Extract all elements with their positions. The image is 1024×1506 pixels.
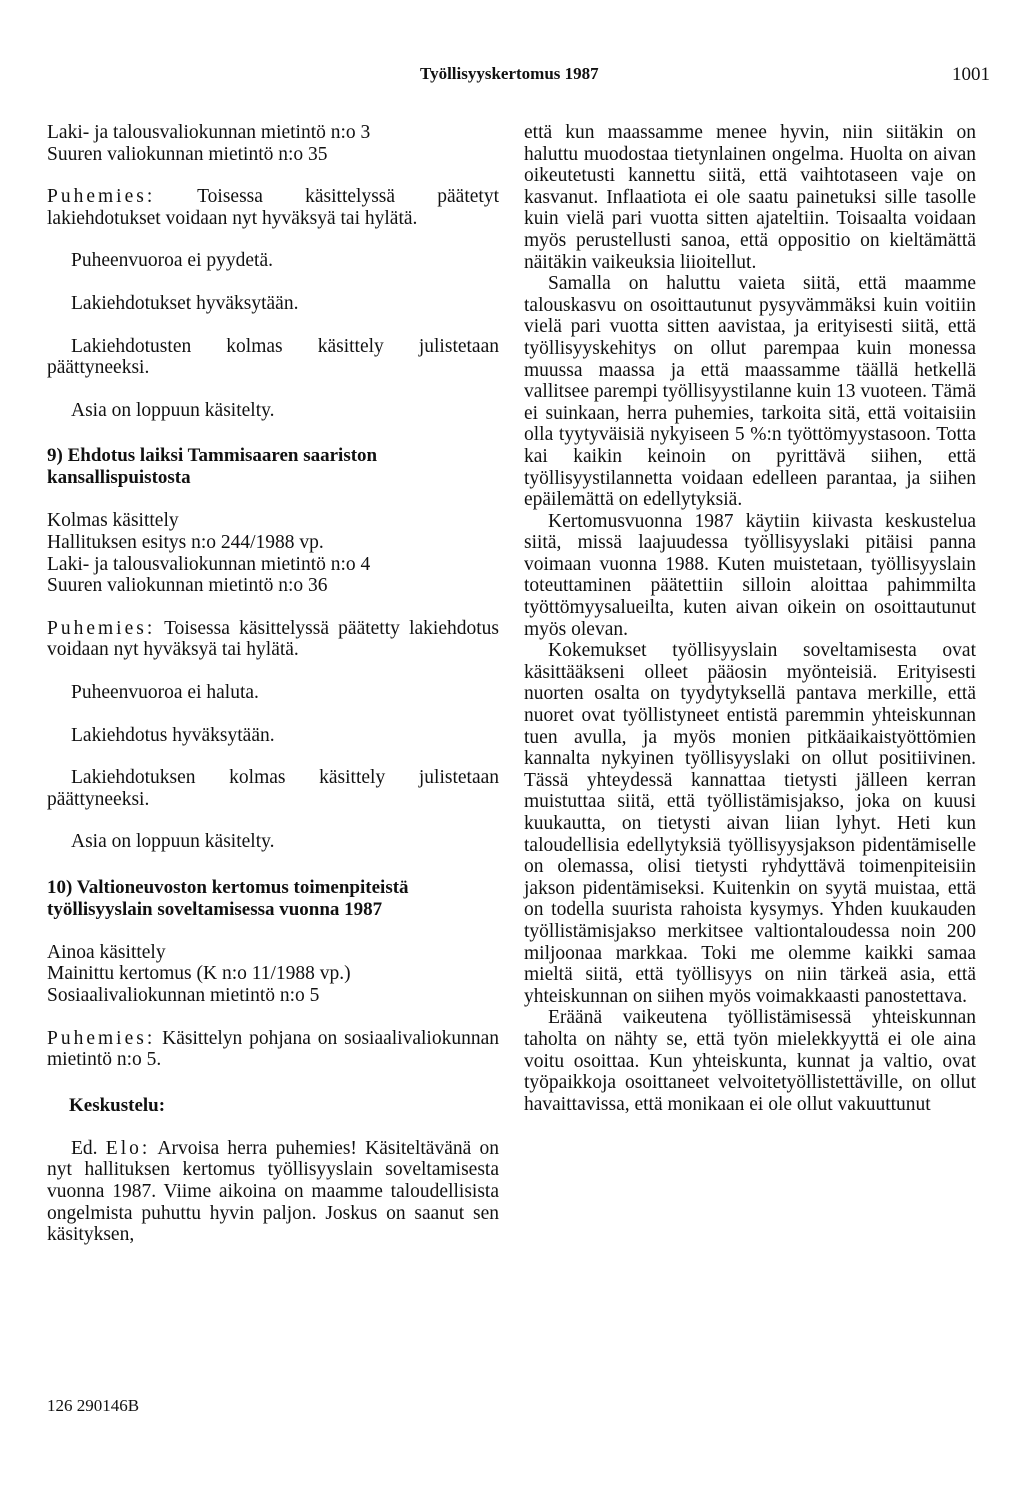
mp-speech: [47, 1138, 499, 1246]
running-title: Työllisyyskertomus 1987: [420, 64, 599, 83]
procedural-note: Lakiehdotukset hyväksytään.: [71, 292, 299, 314]
mp-name: Elo:: [105, 1137, 151, 1159]
procedural-note: Lakiehdotuksen kolmas käsittely julistetaan päättyneeksi.: [47, 767, 499, 810]
agenda-item-heading: 10) Valtioneuvoston kertomus toimenpiteistä työllisyyslain soveltamisessa vuonna 1987: [47, 876, 409, 920]
speaker-name: Puhemies:: [47, 617, 156, 639]
report-ref: Mainittu kertomus (K n:o 11/1988 vp.): [47, 963, 351, 985]
speaker-statement: [47, 1028, 499, 1071]
page-header: [0, 64, 1024, 88]
committee-report-ref: Sosiaalivaliokunnan mietintö n:o 5: [47, 985, 320, 1007]
government-bill-ref: Hallituksen esitys n:o 244/1988 vp.: [47, 531, 324, 553]
speech-text: Käsittelyn pohjana on sosiaalivaliokunnan mietintö n:o 5.: [47, 1027, 499, 1071]
speech-text: Toisessa käsittelyssä päätetyt lakiehdotukset voidaan nyt hyväksyä tai hylätä.: [47, 186, 499, 229]
speaker-statement: [47, 186, 499, 229]
committee-report-ref: Laki- ja talousvaliokunnan mietintö n:o 3: [47, 122, 371, 143]
speech-paragraph: Samalla on haluttu vaieta siitä, että maamme talouskasvu on osoittautunut pysyvämmäksi kuin voitiin vielä pari vuotta sitten aavistaa, ja erityisesti siitä, että työllisyyskehitys on ollut parempaa kuin monessa muussa maassa ja että maassamme täällä hetkellä vallitsee parempi työllisyystilanne kuin 13 vuoteen. Tämä ei suinkaan, herra puhemies, tarkoita sitä, että voitaisiin olla tyytyväisiä nykyiseen 5 %:n työttömyystasoon. Totta kai kaikin keinoin on pyrittävä siihen, että työllisyystilannetta voidaan edelleen parantaa, ja siihen epäilemättä on edellytyksiä.: [524, 273, 976, 511]
mp-title: Ed.: [71, 1137, 106, 1159]
discussion-heading: Keskustelu:: [69, 1094, 166, 1116]
procedural-note: Lakiehdotusten kolmas käsittely julistetaan päättyneeksi.: [47, 335, 499, 379]
procedural-note: Puheenvuoroa ei haluta.: [71, 681, 259, 703]
speech-text: Arvoisa herra puhemies! Käsiteltävänä on nyt hallituksen kertomus työllisyyslain soveltamisesta vuonna 1987. Viime aikoina on maamme taloudellisista ongelmista puhuttu hyvin paljon. Joskus on saanut sen käsityksen,: [47, 1137, 499, 1246]
speaker-name: Puhemies:: [47, 1027, 156, 1049]
procedural-note: Asia on loppuun käsitelty.: [71, 831, 275, 853]
speaker-statement: [47, 618, 499, 661]
procedural-note: Lakiehdotus hyväksytään.: [71, 724, 275, 746]
speech-text: Toisessa käsittelyssä päätetty lakiehdotus voidaan nyt hyväksyä tai hylätä.: [47, 617, 499, 661]
speech-paragraph: että kun maassamme menee hyvin, niin siitäkin on haluttu muodostaa tietynlainen ongelma. Huolta on aivan oikeutetusti kannettu siitä, että vaihtotaseen vaje on kasvanut. Inflaatiota ei ole saatu painetuksi sille tasolle kuin vielä pari vuotta sitten ajateltiin. Toisaalta voidaan myös perustellusti sanoa, että oppositio on kieltämättä näitäkin vaikeuksia liioitellut.: [524, 122, 976, 273]
reading-stage: Kolmas käsittely: [47, 510, 179, 532]
agenda-item-heading: 9) Ehdotus laiksi Tammisaaren saariston kansallispuistosta: [47, 445, 378, 489]
speech-paragraph: Kertomusvuonna 1987 käytiin kiivasta keskustelua siitä, missä laajuudessa työllisyyslaki pitäisi panna voimaan vuonna 1988. Kuten muistetaan, työllisyyslain toteuttaminen päätettiin silloin aloittaa pahimmilta työttömyysalueilta, kuten aivan oikein on osoittautunut myös olevan.: [524, 510, 976, 640]
speech-paragraph: Eräänä vaikeutena työllistämisessä yhteiskunnan taholta on nähty se, että työn mielekkyyttä ei ole aina voitu osoittaa. Kun yhteiskunta, kunnat ja valtio, ovat työpaikkoja osoittaneet velvoitetyöllistettäville, on ollut havaittavissa, että monikaan ei ole ollut vakuuttunut: [524, 1007, 976, 1115]
print-code: 126 290146B: [47, 1396, 140, 1415]
reading-stage: Ainoa käsittely: [47, 941, 166, 963]
committee-report-ref: Suuren valiokunnan mietintö n:o 36: [47, 575, 328, 597]
right-column: [524, 122, 976, 1115]
speech-paragraph: Kokemukset työllisyyslain soveltamisesta ovat käsittääkseni olleet pääosin myönteisiä. Erityisesti nuorten osalta on tyydytyksellä pantava merkille, että nuoret ovat työllistyneet entistä paremmin yhteiskunnan tuen avulla, ja myös monien pitkäaikaistyöttömien kannalta nykyinen työllisyyslaki on ollut positiivinen. Tässä yhteydessä kannattaa tietysti jälleen kerran muistuttaa siitä, että työllistämisjakso, joka on kuusi kuukautta, on tietysti aivan liian lyhyt. Heti kun taloudellisia edellytyksiä työllisyysjakson pidentämiselle on olemassa, olisi tietysti ryhdyttävä toimenpiteisiin jakson pidentämiseksi. Kuitenkin on syytä muistaa, että on todella suurista rahoista kysymys. Yhden kuukauden työllistämisjakso merkitsee valtiontaloudessa noin 200 miljoonaa markkaa. Toki me olemme kaikki samaa mieltä siitä, että työllisyys on niin tärkeä asia, että yhteiskunnan on siihen myös voimakkaasti panostettava.: [524, 640, 976, 1007]
left-column: [47, 122, 499, 1246]
committee-report-ref: Laki- ja talousvaliokunnan mietintö n:o 4: [47, 553, 371, 575]
procedural-note: Puheenvuoroa ei pyydetä.: [71, 250, 273, 272]
page-number: 1001: [952, 64, 990, 85]
speaker-name: Puhemies:: [47, 186, 156, 208]
procedural-note: Asia on loppuun käsitelty.: [71, 399, 275, 421]
committee-report-ref: Suuren valiokunnan mietintö n:o 35: [47, 143, 328, 165]
